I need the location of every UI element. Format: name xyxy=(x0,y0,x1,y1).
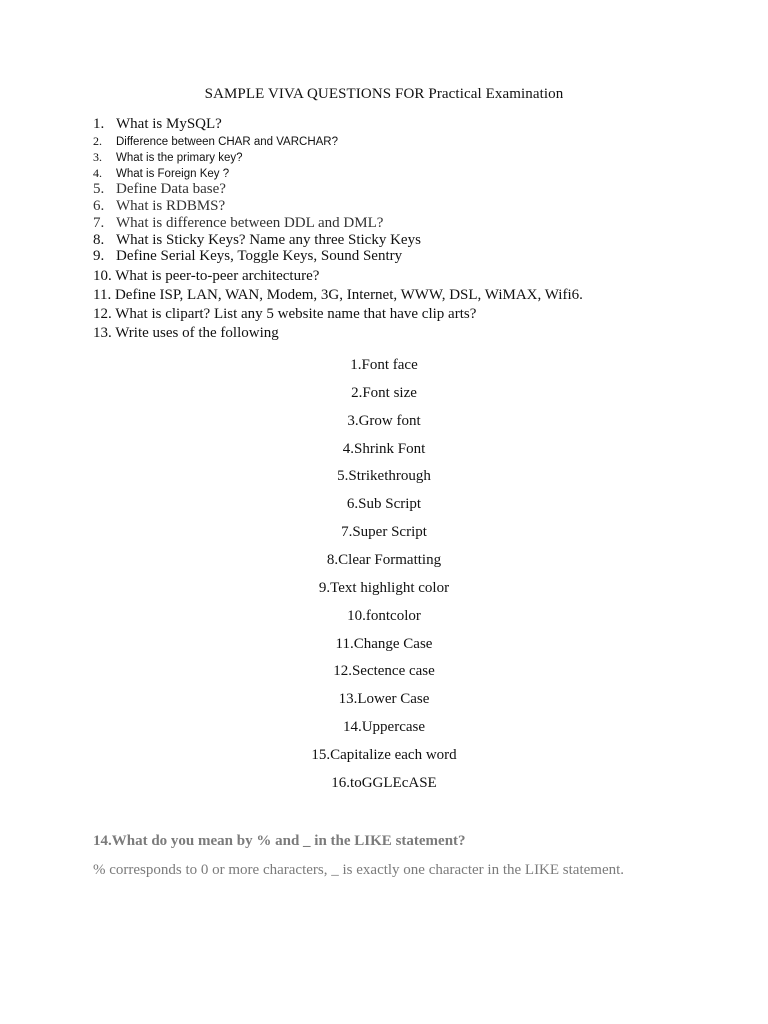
list-item: 12.Sectence case xyxy=(333,663,435,679)
question-number: 12. xyxy=(93,306,112,322)
question-text: Difference between CHAR and VARCHAR? xyxy=(116,136,339,148)
question-5 xyxy=(93,180,226,198)
list-item: 8.Clear Formatting xyxy=(326,552,442,568)
question-text: What is Sticky Keys? Name any three Sticky Keys xyxy=(116,232,421,248)
question-number: 3. xyxy=(93,150,102,164)
question-number: 13. xyxy=(93,325,112,341)
question-text: Write uses of the following xyxy=(115,325,279,341)
question-number: 9. xyxy=(93,248,105,264)
question-6 xyxy=(93,197,225,215)
question-number: 6. xyxy=(93,198,105,214)
list-item: 1.Font face xyxy=(350,357,418,373)
list-item: 6.Sub Script xyxy=(346,496,422,512)
question-number: 7. xyxy=(93,215,105,231)
question-13 xyxy=(93,324,279,342)
question-text: Define ISP, LAN, WAN, Modem, 3G, Internet, WWW, DSL, WiMAX, Wifi6. xyxy=(114,287,583,303)
question-9 xyxy=(93,247,402,265)
list-item: 16.toGGLEcASE xyxy=(331,775,437,791)
question-text: Define Data base? xyxy=(116,181,226,197)
question-text: What is difference between DDL and DML? xyxy=(116,215,384,231)
question-text: What is the primary key? xyxy=(116,152,243,164)
question-11 xyxy=(93,286,583,304)
list-item: 4.Shrink Font xyxy=(342,441,426,457)
list-item: 9.Text highlight color xyxy=(318,580,450,596)
list-item: 14.Uppercase xyxy=(342,719,426,735)
question-number: 10. xyxy=(93,268,112,284)
question-number: 2. xyxy=(93,134,102,148)
question-number: 4. xyxy=(93,166,102,180)
list-item: 2.Font size xyxy=(351,385,417,401)
question-text: Define Serial Keys, Toggle Keys, Sound Sentry xyxy=(116,248,403,264)
question-number: 1. xyxy=(93,116,105,132)
list-item: 15.Capitalize each word xyxy=(311,747,457,763)
question-text: What is peer-to-peer architecture? xyxy=(115,268,320,284)
question-1 xyxy=(93,115,222,133)
question-12 xyxy=(93,305,476,323)
question-number: 11. xyxy=(93,287,112,303)
question-10 xyxy=(93,267,319,285)
question-text: What is clipart? List any 5 website name that have clip arts? xyxy=(115,306,477,322)
question-number: 5. xyxy=(93,181,105,197)
document-title: SAMPLE VIVA QUESTIONS FOR Practical Examination xyxy=(204,86,564,102)
question-7 xyxy=(93,214,383,232)
question-14: 14.What do you mean by % and _ in the LIKE statement? xyxy=(93,833,466,849)
list-item: 3.Grow font xyxy=(347,413,421,429)
question-text: What is MySQL? xyxy=(116,116,222,132)
list-item: 11.Change Case xyxy=(335,636,433,652)
list-item: 5.Strikethrough xyxy=(337,468,431,484)
list-item: 10.fontcolor xyxy=(347,608,421,624)
question-text: What is Foreign Key ? xyxy=(116,168,230,180)
question-text: What is RDBMS? xyxy=(116,198,226,214)
answer-14: % corresponds to 0 or more characters, _ is exactly one character in the LIKE statement. xyxy=(93,862,625,878)
list-item: 7.Super Script xyxy=(341,524,427,540)
list-item: 13.Lower Case xyxy=(338,691,430,707)
question-number: 8. xyxy=(93,232,105,248)
